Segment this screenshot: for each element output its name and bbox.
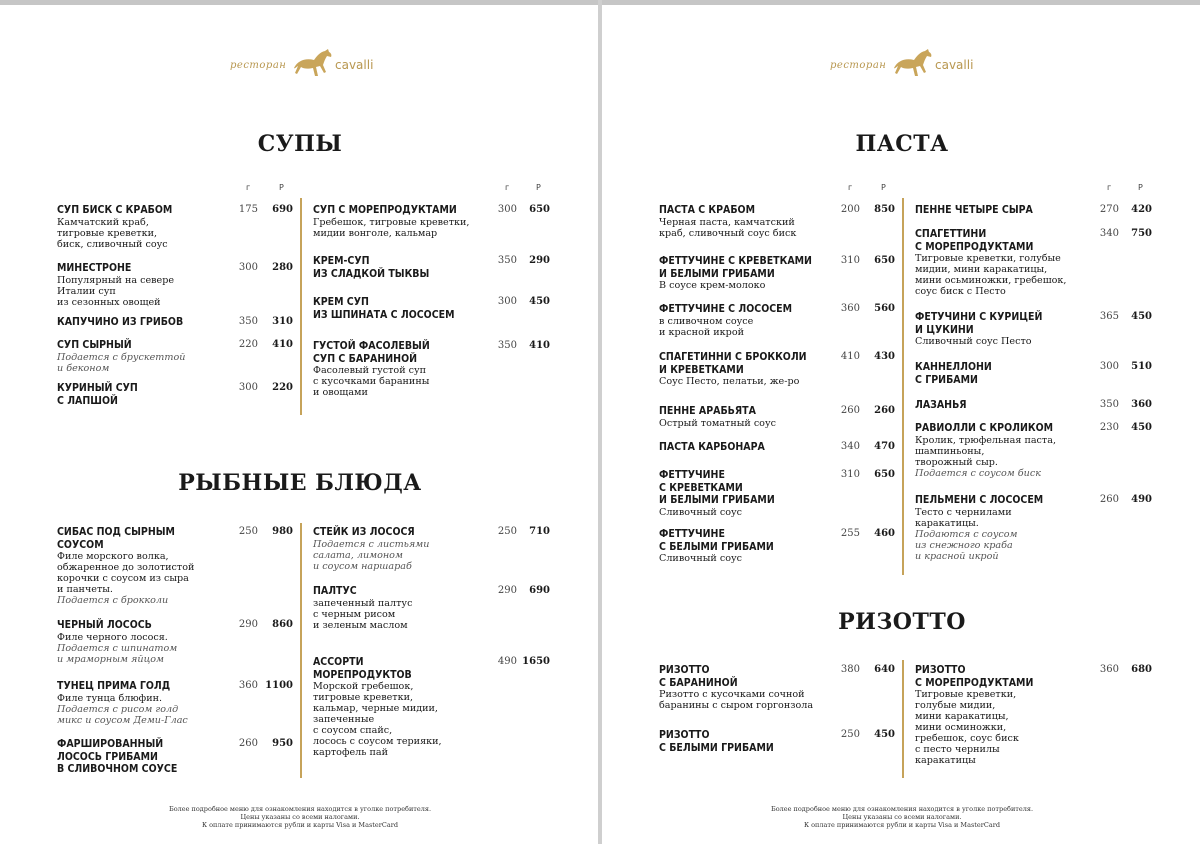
dish-serving-note: и беконом: [57, 362, 110, 374]
menu-item: [659, 729, 895, 754]
dish-price: 280: [272, 262, 293, 273]
menu-item: [313, 656, 550, 758]
dish-price: 850: [874, 204, 895, 215]
footer-line: Цены указаны со всеми налогами.: [240, 813, 360, 821]
dish-weight: 350: [497, 255, 517, 266]
dish-description: Сливочный соус Песто: [915, 336, 1032, 347]
dish-description: мидии вонголе, кальмар: [313, 227, 438, 239]
dish-description: В соусе крем-молоко: [659, 280, 766, 291]
dish-name: В СЛИВОЧНОМ СОУСЕ: [57, 763, 178, 775]
footer-line: Более подробное меню для ознакомления находится в уголке потребителя.: [168, 805, 432, 813]
dish-price: 510: [1131, 361, 1152, 372]
dish-name: И БЕЛЫМИ ГРИБАМИ: [659, 267, 775, 280]
dish-price: 690: [529, 585, 550, 596]
menu-item: [57, 382, 293, 407]
dish-name: И КРЕВЕТКАМИ: [659, 363, 744, 376]
dish-name: СПАГЕТТИНИ: [915, 228, 987, 240]
dish-price: 860: [272, 619, 293, 630]
dish-name: РАВИОЛЛИ С КРОЛИКОМ: [915, 422, 1054, 434]
dish-description: и овощами: [313, 387, 368, 398]
dish-price: 1100: [265, 680, 293, 691]
dish-description: с кусочками баранины: [313, 376, 430, 387]
dish-description: Тигровые креветки, голубые: [915, 253, 1061, 264]
footer-line: К оплате принимаются рубли и карты Visa и MasterCard: [804, 821, 1000, 829]
dish-name: И ЦУКИНИ: [915, 323, 974, 336]
dish-price: 360: [1131, 399, 1152, 410]
dish-weight: 175: [238, 204, 258, 215]
menu-item: [313, 296, 550, 321]
dish-serving-note: салата, лимоном: [313, 549, 403, 561]
page-footer-note: [150, 805, 450, 829]
dish-weight: 310: [840, 255, 860, 266]
dish-serving-note: и мраморным яйцом: [57, 653, 165, 665]
dish-name: С БЕЛЫМИ ГРИБАМИ: [659, 540, 774, 553]
dish-serving-note: Подается с рисом голд: [57, 703, 179, 715]
dish-price: 430: [874, 351, 895, 362]
dish-price: 680: [1131, 664, 1152, 675]
dish-price: 310: [272, 316, 293, 327]
dish-description: мидии, мини каракатицы,: [915, 264, 1048, 275]
dish-weight: 340: [840, 441, 860, 452]
logo-brand-word: cavalli: [335, 58, 374, 72]
dish-description: Италии суп: [57, 285, 116, 297]
dish-serving-note: Подается с листьями: [313, 538, 430, 550]
dish-price: 1650: [522, 656, 550, 667]
dish-weight: 260: [238, 738, 258, 749]
dish-name: КРЕМ-СУП: [313, 255, 370, 267]
dish-description: каракатицы.: [915, 517, 979, 529]
dish-description: в сливочном соусе: [659, 315, 754, 327]
dish-name: ФЕТТУЧИНЕ С КРЕВЕТКАМИ: [659, 255, 812, 267]
col-header-price: Р: [1138, 183, 1143, 192]
dish-name: СТЕЙК ИЗ ЛОСОСЯ: [313, 526, 415, 538]
dish-price: 710: [529, 526, 550, 537]
dish-weight: 270: [1099, 204, 1119, 215]
dish-description: запеченные: [313, 714, 375, 725]
footer-line: Более подробное меню для ознакомления находится в уголке потребителя.: [770, 805, 1034, 813]
dish-weight: 250: [238, 526, 258, 537]
dish-weight: 310: [840, 469, 860, 480]
dish-name: КУРИНЫЙ СУП: [57, 382, 138, 394]
dish-price: 450: [529, 296, 550, 307]
restaurant-logo: [230, 44, 374, 84]
dish-price: 450: [1131, 311, 1152, 322]
logo-script-text: ресторан: [830, 60, 887, 71]
dish-name: МИНЕСТРОНЕ: [57, 262, 132, 274]
column-divider: [300, 523, 302, 778]
dish-weight: 300: [238, 382, 258, 393]
dish-name: ЛОСОСЬ ГРИБАМИ: [57, 750, 158, 763]
dish-description: шампиньоны,: [915, 445, 985, 457]
menu-item: [659, 351, 895, 387]
dish-price: 650: [529, 204, 550, 215]
menu-item: [915, 204, 1152, 217]
dish-price: 650: [874, 255, 895, 266]
dish-description: Тесто с чернилами: [915, 506, 1012, 518]
dish-description: Тигровые креветки,: [915, 689, 1017, 700]
dish-name: ИЗ СЛАДКОЙ ТЫКВЫ: [313, 267, 430, 280]
dish-name: С БАРАНИНОЙ: [659, 676, 738, 689]
dish-description: гребешок, соус биск: [915, 733, 1019, 744]
col-header-grams: г: [246, 183, 251, 192]
dish-serving-note: Подается с соусом биск: [915, 467, 1041, 479]
menu-item: [915, 422, 1152, 479]
dish-weight: 360: [1099, 664, 1119, 675]
dish-price: 410: [272, 339, 293, 350]
col-header-grams: г: [1107, 183, 1112, 192]
dish-name: СПАГЕТИННИ С БРОККОЛИ: [659, 351, 807, 363]
dish-weight: 230: [1099, 422, 1119, 433]
col-header-price: Р: [279, 183, 284, 192]
dish-name: С КРЕВЕТКАМИ: [659, 481, 743, 494]
section-title: СУПЫ: [257, 131, 343, 157]
menu-item: [57, 619, 293, 665]
menu-item: [659, 255, 895, 291]
menu-item: [659, 405, 895, 429]
dish-description: Филе морского волка,: [57, 551, 169, 562]
dish-weight: 410: [840, 351, 860, 362]
dish-description: мини каракатицы,: [915, 711, 1009, 722]
dish-description: Соус Песто, пелатьи, же-ро: [659, 376, 800, 387]
dish-weight: 255: [840, 528, 860, 539]
dish-weight: 300: [238, 262, 258, 273]
dish-name: ЧЕРНЫЙ ЛОСОСЬ: [57, 619, 152, 631]
dish-description: баранины с сыром горгонзола: [659, 700, 814, 711]
dish-name: ТУНЕЦ ПРИМА ГОЛД: [57, 680, 171, 692]
dish-name: АССОРТИ: [313, 656, 364, 668]
dish-price: 980: [272, 526, 293, 537]
dish-description: биск, сливочный соус: [57, 238, 168, 250]
dish-description: лосось с соусом терияки,: [313, 736, 442, 747]
dish-name: ПЕННЕ ЧЕТЫРЕ СЫРА: [915, 204, 1033, 216]
dish-description: тигровые креветки,: [313, 692, 414, 703]
dish-serving-note: из снежного краба: [915, 539, 1013, 551]
dish-name: ФЕТТУЧИНЕ: [659, 528, 725, 540]
dish-price: 490: [1131, 494, 1152, 505]
dish-name: С ГРИБАМИ: [915, 373, 978, 386]
dish-name: РИЗОТТО: [915, 664, 966, 676]
dish-description: Сливочный соус: [659, 506, 742, 518]
dish-description: Черная паста, камчатский: [659, 216, 795, 228]
menu-item: [313, 204, 550, 239]
dish-weight: 360: [840, 303, 860, 314]
dish-description: тигровые креветки,: [57, 227, 158, 239]
dish-name: ФАРШИРОВАННЫЙ: [57, 738, 164, 750]
menu-item: [313, 255, 550, 280]
dish-name: КАННЕЛЛОНИ: [915, 361, 992, 373]
dish-description: и панчеты.: [57, 584, 113, 595]
dish-description: мини осминожки,: [915, 722, 1007, 733]
dish-weight: 340: [1099, 228, 1119, 239]
restaurant-logo: [830, 44, 974, 84]
menu-item: [659, 528, 895, 564]
dish-weight: 350: [497, 340, 517, 351]
dish-name: СУП СЫРНЫЙ: [57, 339, 132, 351]
dish-price: 460: [874, 528, 895, 539]
dish-serving-note: Подается с брускеттой: [57, 351, 186, 363]
dish-description: Фасолевый густой суп: [313, 365, 427, 376]
menu-item: [57, 204, 293, 250]
dish-weight: 220: [238, 339, 258, 350]
menu-item: [659, 469, 895, 518]
section-title: РИЗОТТО: [838, 609, 966, 635]
dish-name: СИБАС ПОД СЫРНЫМ: [57, 526, 175, 538]
dish-description: картофель пай: [313, 747, 389, 758]
menu-item: [915, 664, 1152, 766]
dish-description: с черным рисом: [313, 608, 396, 620]
dish-weight: 290: [497, 585, 517, 596]
horse-logo-icon: [290, 46, 334, 80]
dish-description: Сливочный соус: [659, 553, 742, 564]
col-header-price: Р: [536, 183, 541, 192]
dish-description: корочки с соусом из сыра: [57, 573, 189, 584]
col-header-price: Р: [881, 183, 886, 192]
dish-description: Острый томатный соус: [659, 417, 776, 429]
dish-description: с песто чернилы: [915, 744, 1000, 755]
dish-serving-note: Подаются с соусом: [915, 528, 1018, 540]
menu-page-left: [0, 0, 598, 844]
dish-weight: 350: [1099, 399, 1119, 410]
dish-name: ПАСТА С КРАБОМ: [659, 204, 755, 216]
dish-serving-note: микс и соусом Деми-Глас: [57, 714, 188, 726]
dish-description: и зеленым маслом: [313, 619, 408, 631]
dish-serving-note: Подается с шпинатом: [57, 642, 178, 654]
dish-price: 450: [874, 729, 895, 740]
dish-description: Гребешок, тигровые креветки,: [313, 216, 470, 228]
dish-description: запеченный палтус: [313, 597, 413, 609]
menu-item: [915, 311, 1152, 347]
dish-name: ФЕТУЧИНИ С КУРИЦЕЙ: [915, 311, 1043, 323]
dish-price: 410: [529, 340, 550, 351]
menu-item: [659, 303, 895, 338]
dish-name: СУП С БАРАНИНОЙ: [313, 352, 418, 365]
footer-line: К оплате принимаются рубли и карты Visa и MasterCard: [202, 821, 398, 829]
dish-weight: 360: [238, 680, 258, 691]
dish-serving-note: Подается с брокколи: [57, 595, 169, 606]
dish-description: Филе черного лосося.: [57, 631, 168, 643]
column-divider: [300, 198, 302, 415]
dish-name: ГУСТОЙ ФАСОЛЕВЫЙ: [313, 340, 430, 352]
menu-item: [57, 738, 293, 776]
dish-price: 220: [272, 382, 293, 393]
dish-name: МОРЕПРОДУКТОВ: [313, 668, 412, 681]
dish-description: каракатицы: [915, 755, 976, 766]
dish-description: Ризотто с кусочками сочной: [659, 689, 805, 700]
dish-name: ПЕННЕ АРАБЬЯТА: [659, 405, 756, 417]
dish-name: КРЕМ СУП: [313, 296, 369, 308]
dish-weight: 250: [840, 729, 860, 740]
col-header-grams: г: [848, 183, 853, 192]
dish-description: Морской гребешок,: [313, 681, 414, 692]
dish-price: 690: [272, 204, 293, 215]
dish-price: 450: [1131, 422, 1152, 433]
dish-weight: 350: [238, 316, 258, 327]
menu-item: [57, 262, 293, 308]
dish-description: творожный сыр.: [915, 456, 998, 468]
dish-price: 260: [874, 405, 895, 416]
menu-item: [313, 340, 550, 398]
dish-weight: 490: [497, 656, 517, 667]
footer-line: Цены указаны со всеми налогами.: [842, 813, 962, 821]
logo-script-text: ресторан: [230, 60, 287, 71]
menu-item: [57, 526, 293, 606]
column-divider: [902, 660, 904, 778]
menu-item: [915, 494, 1152, 562]
dish-name: С БЕЛЫМИ ГРИБАМИ: [659, 741, 774, 754]
dish-price: 640: [874, 664, 895, 675]
dish-weight: 250: [497, 526, 517, 537]
dish-name: ПАЛТУС: [313, 585, 357, 597]
dish-weight: 300: [497, 296, 517, 307]
menu-item: [659, 664, 895, 711]
dish-description: и красной икрой: [659, 326, 744, 338]
dish-price: 420: [1131, 204, 1152, 215]
dish-name: РИЗОТТО: [659, 729, 710, 741]
column-divider: [902, 198, 904, 575]
dish-description: обжаренное до золотистой: [57, 562, 195, 573]
dish-price: 290: [529, 255, 550, 266]
dish-weight: 300: [1099, 361, 1119, 372]
dish-name: РИЗОТТО: [659, 664, 710, 676]
dish-name: ФЕТТУЧИНЕ: [659, 469, 725, 481]
dish-name: СОУСОМ: [57, 538, 104, 551]
menu-item: [313, 526, 550, 572]
page-footer-note: [752, 805, 1052, 829]
horse-logo-icon: [890, 46, 934, 80]
dish-price: 750: [1131, 228, 1152, 239]
dish-weight: 260: [1099, 494, 1119, 505]
dish-weight: 200: [840, 204, 860, 215]
dish-name: ПЕЛЬМЕНИ С ЛОСОСЕМ: [915, 494, 1044, 506]
menu-item: [313, 585, 550, 631]
dish-serving-note: и соусом наршараб: [313, 560, 412, 572]
dish-name: СУП БИСК С КРАБОМ: [57, 204, 173, 216]
dish-name: СУП С МОРЕПРОДУКТАМИ: [313, 204, 457, 216]
dish-name: И БЕЛЫМИ ГРИБАМИ: [659, 494, 775, 506]
dish-weight: 260: [840, 405, 860, 416]
menu-item: [57, 339, 293, 374]
menu-item: [915, 361, 1152, 386]
dish-description: Кролик, трюфельная паста,: [915, 434, 1057, 446]
dish-name: С ЛАПШОЙ: [57, 394, 118, 407]
dish-name: ЛАЗАНЬЯ: [915, 399, 967, 411]
dish-description: Камчатский краб,: [57, 216, 149, 228]
dish-description: мини осьминожки, гребешок,: [915, 275, 1067, 286]
dish-serving-note: и красной икрой: [915, 550, 999, 562]
section-title: РЫБНЫЕ БЛЮДА: [178, 470, 422, 496]
dish-description: с соусом спайс,: [313, 725, 393, 736]
dish-price: 950: [272, 738, 293, 749]
dish-name: КАПУЧИНО ИЗ ГРИБОВ: [57, 316, 184, 328]
dish-name: ФЕТТУЧИНЕ С ЛОСОСЕМ: [659, 303, 793, 315]
dish-weight: 300: [497, 204, 517, 215]
dish-description: голубые мидии,: [915, 700, 996, 711]
dish-weight: 290: [238, 619, 258, 630]
menu-item: [915, 399, 1152, 412]
dish-description: кальмар, черные мидии,: [313, 703, 438, 714]
dish-weight: 380: [840, 664, 860, 675]
menu-page-right: [602, 0, 1200, 844]
dish-description: соус биск с Песто: [915, 286, 1006, 297]
section-title: ПАСТА: [855, 131, 949, 157]
dish-description: из сезонных овощей: [57, 296, 161, 308]
menu-item: [915, 228, 1152, 297]
dish-weight: 365: [1099, 311, 1119, 322]
dish-name: С МОРЕПРОДУКТАМИ: [915, 676, 1034, 689]
col-header-grams: г: [505, 183, 510, 192]
menu-item: [659, 441, 895, 454]
dish-name: ИЗ ШПИНАТА С ЛОСОСЕМ: [313, 308, 455, 321]
menu-item: [57, 680, 293, 726]
logo-brand-word: cavalli: [935, 58, 974, 72]
dish-description: Популярный на севере: [57, 274, 175, 286]
menu-item: [659, 204, 895, 239]
dish-name: ПАСТА КАРБОНАРА: [659, 441, 765, 453]
dish-name: С МОРЕПРОДУКТАМИ: [915, 240, 1034, 253]
dish-description: краб, сливочный соус биск: [659, 227, 797, 239]
menu-item: [57, 316, 293, 329]
dish-price: 470: [874, 441, 895, 452]
dish-price: 650: [874, 469, 895, 480]
dish-description: Филе тунца блюфин.: [57, 692, 163, 704]
dish-price: 560: [874, 303, 895, 314]
